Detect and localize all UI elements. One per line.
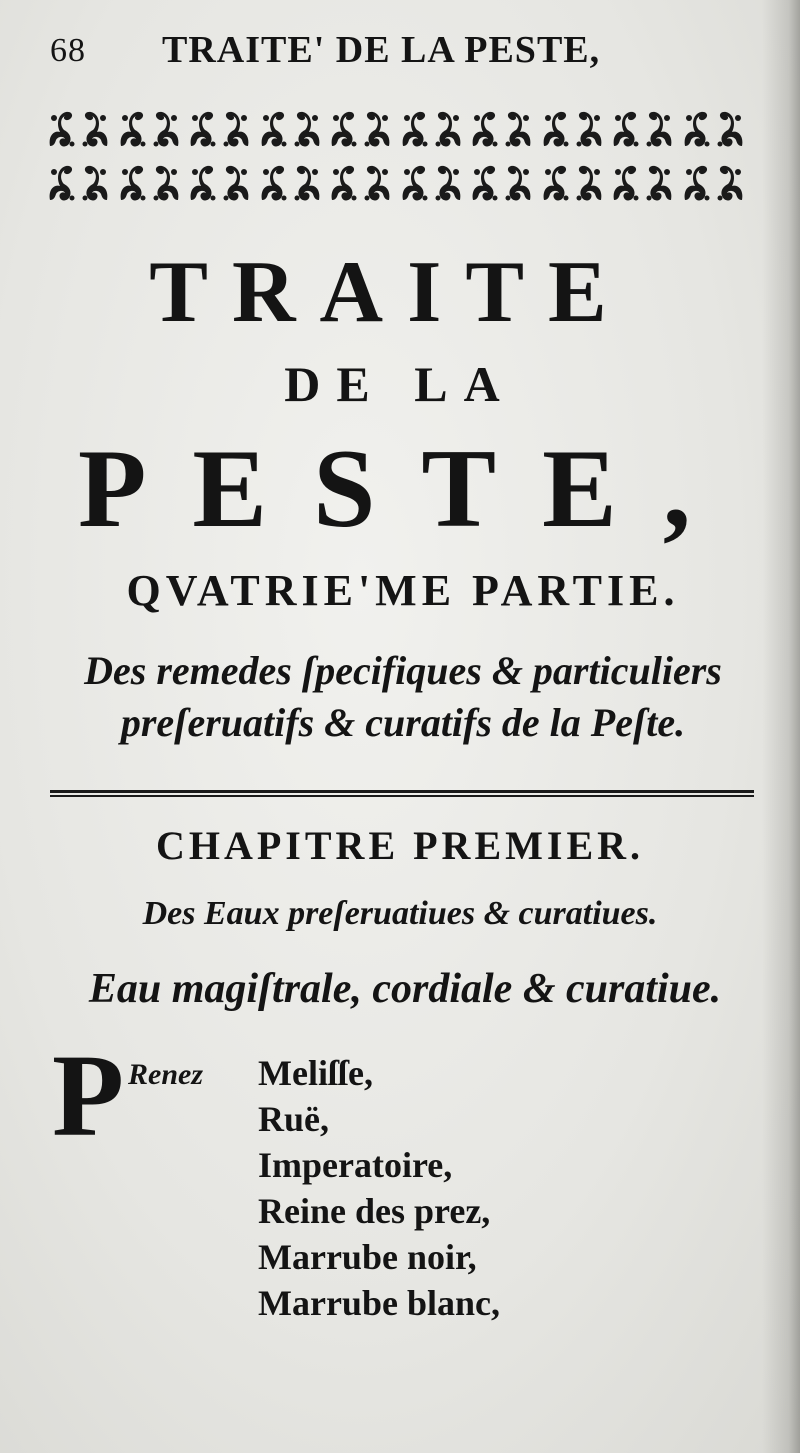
fleuron-ornament (645, 106, 675, 150)
subtitle-line-2: preſeruatifs & curatifs de la Peſte. (120, 700, 686, 745)
fleuron-ornament (681, 160, 711, 204)
fleuron-ornament (610, 106, 640, 150)
fleuron-ornament (610, 160, 640, 204)
fleuron-ornament (187, 160, 217, 204)
fleuron-ornament (81, 160, 111, 204)
fleuron-ornament (152, 106, 182, 150)
fleuron-ornament (575, 160, 605, 204)
fleuron-ornament (328, 106, 358, 150)
recipe-lead-word: Renez (128, 1058, 203, 1091)
fleuron-ornament (540, 106, 570, 150)
title-traite: TRAITE (149, 244, 631, 341)
drop-cap: P (52, 1030, 125, 1161)
fleuron-ornament (399, 106, 429, 150)
ornament-band-bottom (46, 157, 746, 207)
fleuron-ornament (540, 160, 570, 204)
title-de-la: DE LA (284, 356, 516, 412)
fleuron-ornament (504, 160, 534, 204)
fleuron-ornament (293, 160, 323, 204)
fleuron-ornament (258, 106, 288, 150)
recipe-title: Eau magiſtrale, cordiale & curatiue. (88, 966, 722, 1012)
ingredient-item: Marrube blanc, (258, 1283, 500, 1323)
ingredient-item: Marrube noir, (258, 1237, 477, 1277)
fleuron-ornament (46, 106, 76, 150)
fleuron-ornament (222, 160, 252, 204)
page-number: 68 (50, 32, 86, 69)
ingredient-item: Ruë, (258, 1099, 329, 1139)
title-peste: PESTE, (78, 427, 737, 551)
fleuron-ornament (645, 160, 675, 204)
fleuron-ornament (469, 106, 499, 150)
fleuron-ornament (716, 106, 746, 150)
running-header (50, 28, 750, 78)
fleuron-ornament (152, 160, 182, 204)
ornament-band-top (46, 103, 746, 153)
fleuron-ornament (399, 160, 429, 204)
running-title: TRAITE' DE LA PESTE, (162, 29, 601, 71)
chapter-heading: CHAPITRE PREMIER. (155, 823, 645, 868)
fleuron-ornament (363, 106, 393, 150)
fleuron-ornament (117, 160, 147, 204)
fleuron-ornament (575, 106, 605, 150)
subtitle (48, 645, 758, 749)
fleuron-ornament (258, 160, 288, 204)
fleuron-ornament (293, 106, 323, 150)
ingredient-item: Meliſſe, (258, 1053, 373, 1093)
fleuron-ornament (469, 160, 499, 204)
fleuron-ornament (117, 106, 147, 150)
fleuron-ornament (504, 106, 534, 150)
fleuron-ornament (681, 106, 711, 150)
fleuron-ornament (46, 160, 76, 204)
fleuron-ornament (363, 160, 393, 204)
subtitle-line-1: Des remedes ſpecifiques & particuliers (84, 648, 722, 693)
section-heading: Des Eaux preſeruatiues & curatiues. (142, 895, 658, 932)
fleuron-ornament (434, 160, 464, 204)
ingredient-item: Reine des prez, (258, 1191, 491, 1231)
ingredient-item: Imperatoire, (258, 1145, 453, 1185)
ingredient-list (258, 1050, 500, 1326)
fleuron-ornament (328, 160, 358, 204)
double-rule (50, 790, 754, 798)
fleuron-ornament (716, 160, 746, 204)
fleuron-ornament (222, 106, 252, 150)
fleuron-ornament (434, 106, 464, 150)
title-part: QVATRIE'ME PARTIE. (126, 566, 680, 615)
fleuron-ornament (187, 106, 217, 150)
page-edge-shadow (762, 0, 800, 1453)
fleuron-ornament (81, 106, 111, 150)
